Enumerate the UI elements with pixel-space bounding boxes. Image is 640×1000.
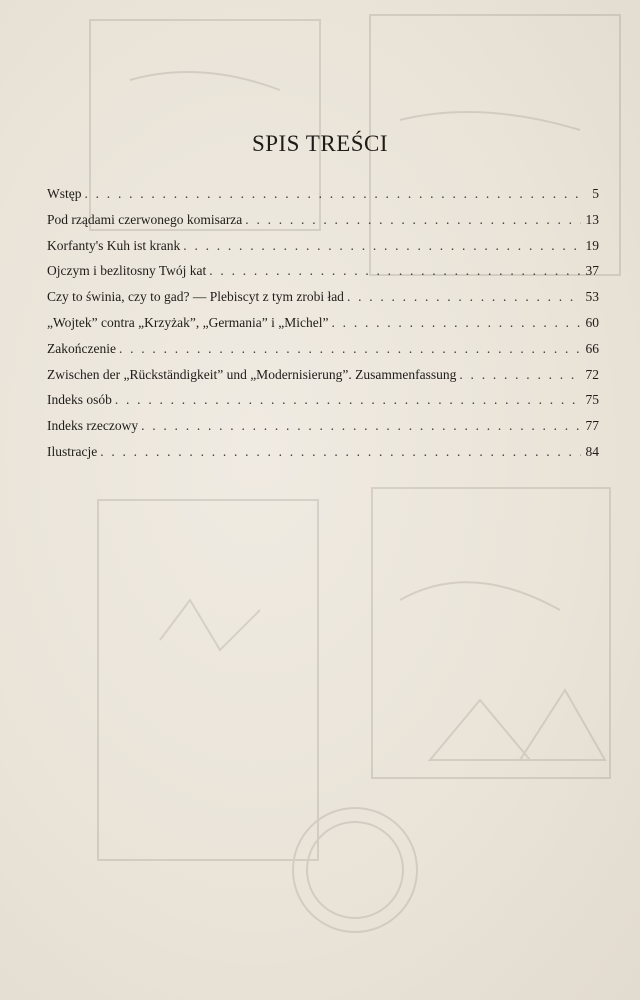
toc-entry-title: Zakończenie [47, 340, 116, 356]
toc-entry-page: 37 [585, 263, 599, 279]
toc-entry-page: 53 [585, 289, 599, 305]
toc-entry-title: Wstęp [47, 186, 82, 201]
toc-entry-title: Indeks rzeczowy [47, 418, 139, 434]
toc-entry-title: Czy to świnia, czy to gad? — Plebiscyt z tym zrobi ład [47, 289, 344, 305]
leader-dots [183, 233, 581, 259]
leader-dots [115, 387, 581, 413]
toc-entry-page: 84 [585, 443, 599, 459]
toc-entry [47, 387, 599, 413]
toc-entry-title: Korfanty's Kuh ist krank [47, 237, 181, 253]
leader-dots [119, 336, 581, 362]
leader-dots [141, 413, 581, 439]
toc-title: SPIS TREŚCI [251, 131, 389, 156]
leader-dots [347, 284, 581, 310]
toc-entry [47, 310, 599, 336]
toc-entry-page: 13 [585, 211, 599, 227]
table-of-contents [47, 181, 599, 465]
toc-entry [47, 258, 599, 284]
toc-entry [47, 284, 599, 310]
toc-entry [47, 336, 599, 362]
leader-dots [459, 362, 581, 388]
toc-entry-title: Zwischen der „Rückständigkeit” und „Modernisierung”. Zusammenfassung [47, 366, 457, 382]
toc-entry [47, 233, 599, 259]
toc-entry-page: 66 [585, 340, 599, 356]
leader-dots [245, 207, 581, 233]
toc-entry [47, 207, 599, 233]
toc-entry-page: 75 [585, 392, 599, 408]
leader-dots [85, 181, 582, 207]
toc-entry-page: 19 [585, 237, 599, 253]
toc-entry-title: „Wojtek” contra „Krzyżak”, „Germania” i „Michel” [47, 314, 329, 330]
toc-entry-title: Ilustracje [47, 443, 98, 459]
toc-entry-page: 77 [585, 418, 599, 434]
toc-entry [47, 413, 599, 439]
toc-entry-title: Ojczym i bezlitosny Twój kat [47, 263, 207, 279]
toc-entry-page: 60 [585, 314, 599, 330]
leader-dots [100, 439, 581, 465]
leader-dots [332, 310, 581, 336]
toc-entry-title: Indeks osób [47, 392, 112, 408]
leader-dots [209, 258, 581, 284]
toc-entry-title: Pod rządami czerwonego komisarza [47, 211, 243, 227]
toc-entry-page: 5 [592, 186, 599, 201]
toc-entry [47, 439, 599, 465]
toc-entry [47, 181, 599, 207]
toc-entry-page: 72 [585, 366, 599, 382]
toc-entry [47, 362, 599, 388]
